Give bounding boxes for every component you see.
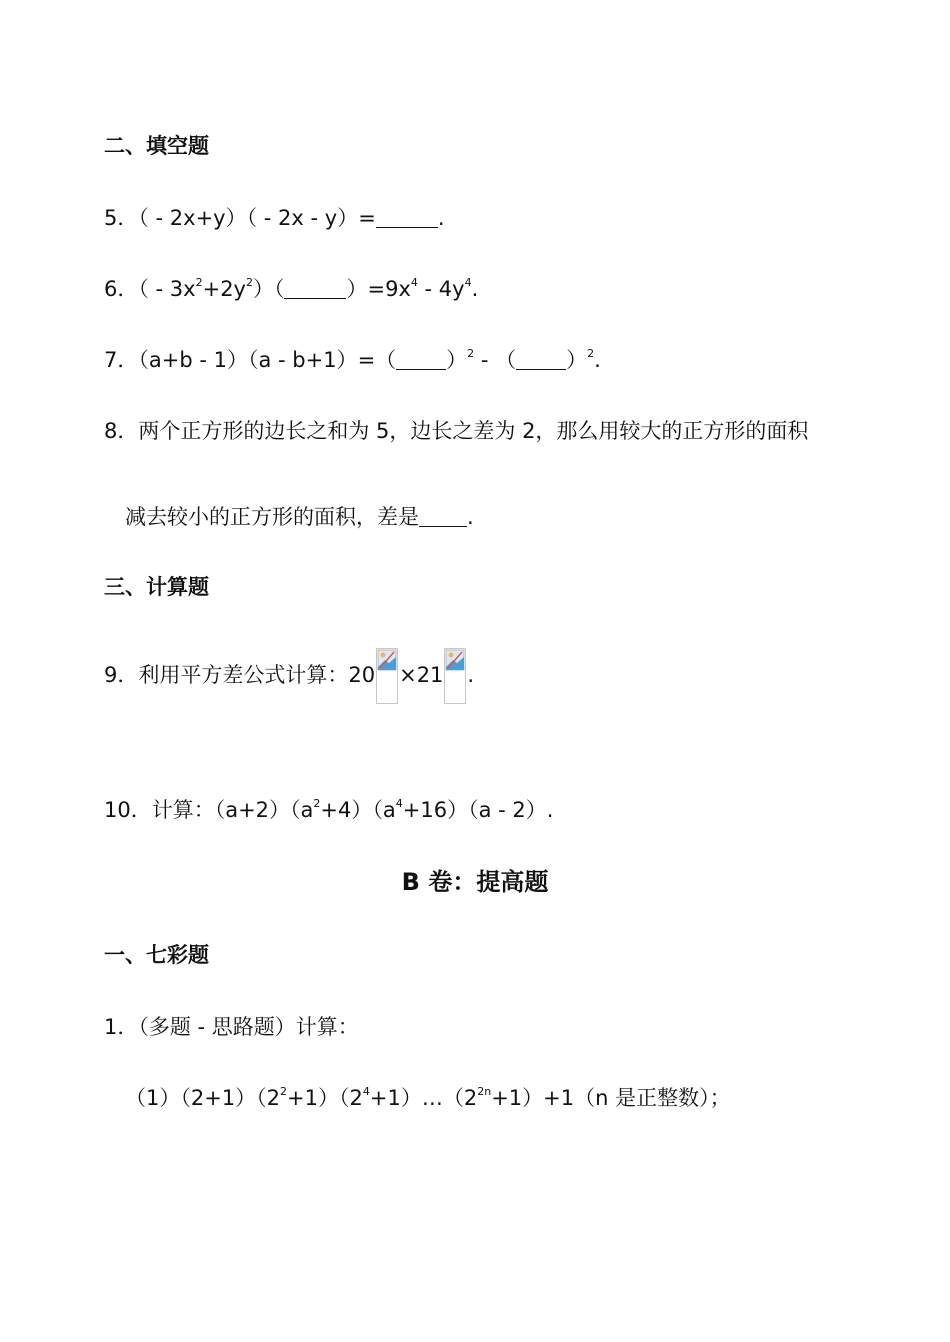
- question-b1-part-1: $(1)(2+1)(2^2+1)(2^4+1)\dots(2^{2n}+1)+1(n$ 是正整数）；: [125, 1085, 731, 1110]
- section-title-text: 三、计算题: [104, 575, 209, 599]
- section-title-calculation: [104, 577, 209, 598]
- question-b1: 1．（多题 - 思路题）计算：: [104, 1015, 359, 1039]
- question-6: 6．（ - $3x^2+2y^2$）（ ）$=9x^4 - 4y^4$.: [104, 276, 479, 301]
- answer-blank[interactable]: [396, 368, 446, 370]
- question-5: 5．（ - 2x+y）（ - 2x - y）= .: [104, 206, 445, 230]
- section-title-text: 二、填空题: [104, 134, 209, 158]
- question-8-line-2: 减去较小的正方形的面积，差是 .: [125, 505, 474, 529]
- broken-image-icon: [444, 648, 466, 704]
- section-title-fill-in: [104, 136, 209, 157]
- question-8-line-1: 8．两个正方形的边长之和为 5，边长之差为 2，那么用较大的正方形的面积: [104, 419, 809, 443]
- answer-blank[interactable]: [419, 525, 467, 527]
- question-7: 7．（a+b - 1）（a - b+1）=（ ）$^2$ - （ ）$^2$.: [104, 347, 601, 372]
- answer-blank[interactable]: [516, 368, 566, 370]
- question-9: 9．利用平方差公式计算：20 ×21 .: [104, 648, 474, 704]
- part-b-title: B 卷：提高题: [401, 868, 549, 896]
- question-10: 10．计算：$(a+2)(a^2+4)(a^4+16)(a - 2)$.: [104, 797, 554, 822]
- broken-image-icon: [376, 648, 398, 704]
- section-title-colorful: [104, 945, 209, 966]
- answer-blank[interactable]: [284, 297, 346, 299]
- section-title-text: 一、七彩题: [104, 943, 209, 967]
- answer-blank[interactable]: [376, 226, 438, 228]
